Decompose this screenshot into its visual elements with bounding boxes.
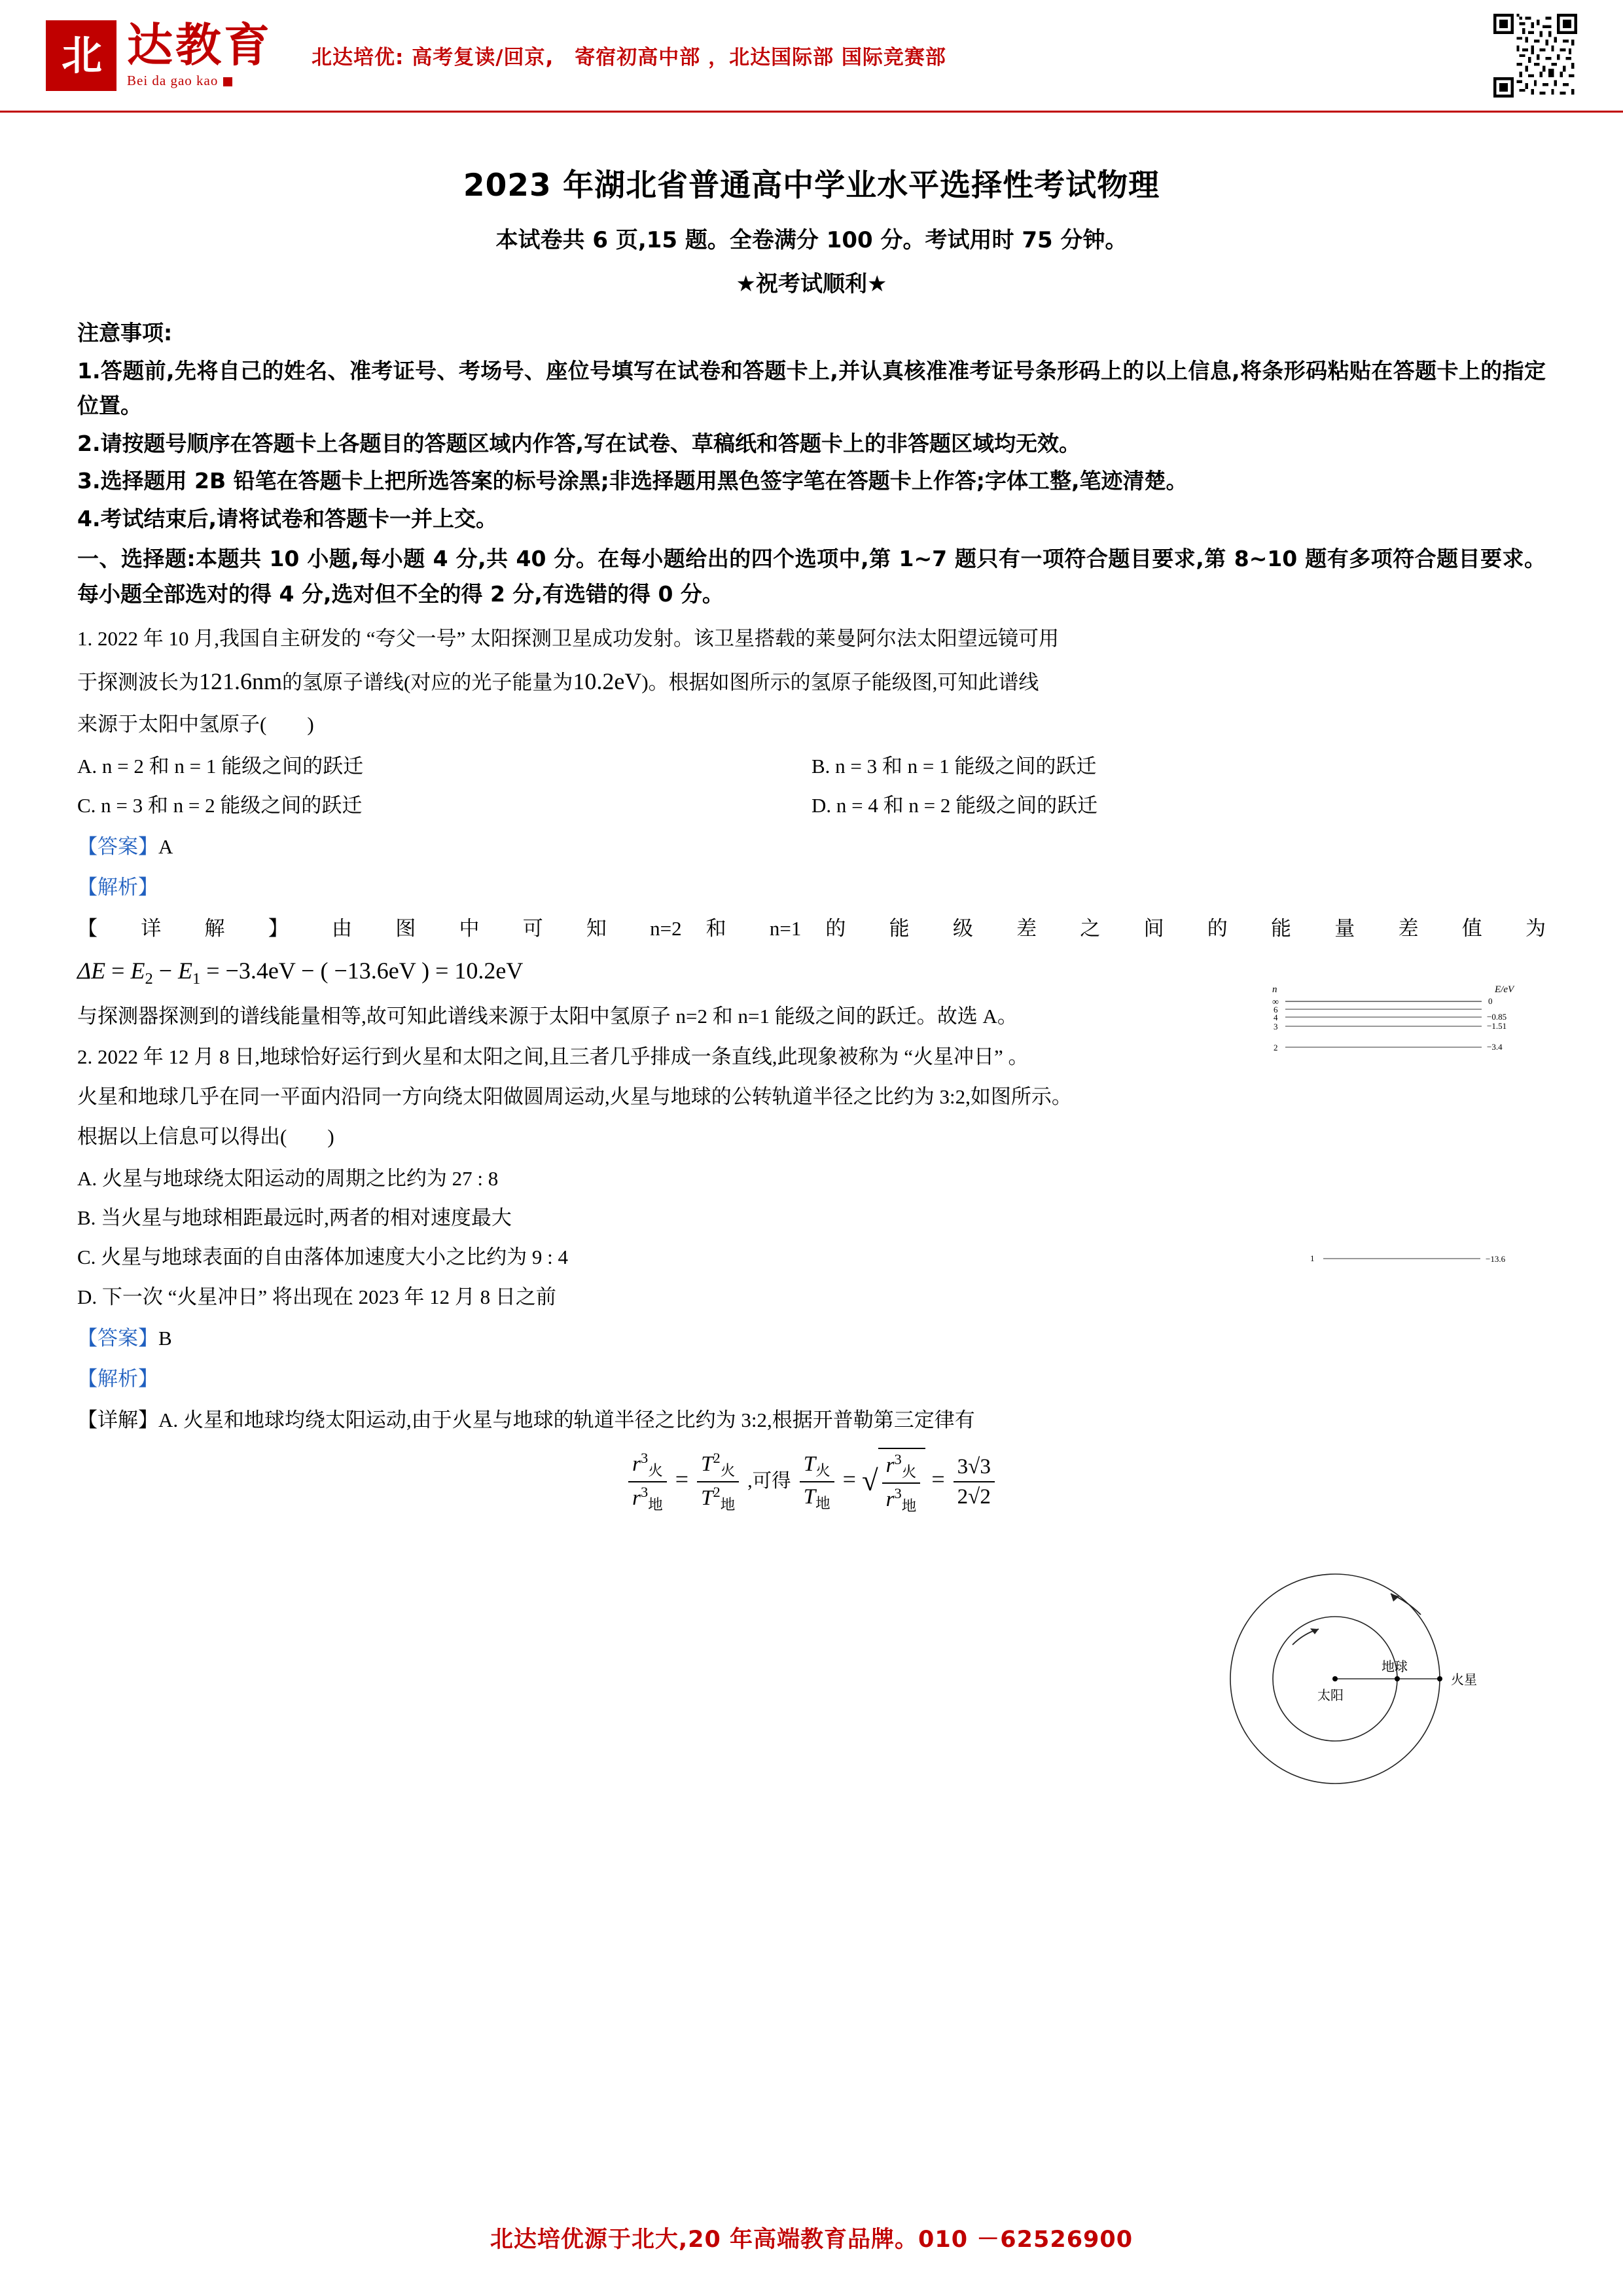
svg-text:∞: ∞ — [1272, 997, 1279, 1007]
option-a[interactable]: A. 火星与地球绕太阳运动的周期之比约为 27 : 8 — [77, 1166, 499, 1190]
logo-square-icon — [223, 77, 232, 86]
question-1-analysis-label: 【解析】 — [77, 875, 158, 899]
question-2-analysis-label: 【解析】 — [77, 1367, 158, 1390]
question-2-stem-line3: 根据以上信息可以得出( ) — [77, 1125, 334, 1149]
answer-label: 【答案】 — [77, 835, 158, 859]
question-1-formula: $\Delta E = E_2 - E_1 = -3.4eV$ − ( −13.6eV ) = 10.2eV — [77, 957, 524, 988]
svg-text:−0.85: −0.85 — [1487, 1012, 1507, 1022]
logo-name-en — [127, 73, 272, 89]
svg-text:太阳: 太阳 — [1317, 1687, 1344, 1703]
svg-text:2: 2 — [1274, 1043, 1278, 1052]
notice-item: 3.选择题用 2B 铅笔在答题卡上把所选答案的标号涂黑;非选择题用黑色签字笔在答题卡上作答;字体工整,笔迹清楚。 — [77, 468, 1188, 494]
q1-stem-post: )。根据如图所示的氢原子能级图,可知此谱线 — [641, 671, 1039, 694]
document-body — [0, 113, 1623, 1516]
exam-wish: ★祝考试顺利★ — [736, 271, 887, 297]
q1-photon-energy-value: 10.2eV — [573, 668, 642, 695]
logo-name-cn: 达教育 — [127, 18, 272, 73]
svg-text:0: 0 — [1488, 996, 1493, 1006]
detail-label: 【详解】 — [77, 1408, 158, 1431]
question-1-stem-line3: 来源于太阳中氢原子( ) — [77, 713, 314, 736]
option-a[interactable]: A. n = 2 和 n = 1 能级之间的跃迁 — [77, 754, 364, 778]
question-2-answer — [77, 1319, 1546, 1357]
header-tagline: 北达培优: 高考复读/回京, 寄宿初高中部 ，北达国际部 国际竞赛部 — [312, 46, 946, 69]
option-d[interactable]: D. n = 4 和 n = 2 能级之间的跃迁 — [812, 794, 1098, 817]
formula-t-simple: $\frac{T_火}{T_地}$ — [800, 1450, 834, 1513]
svg-text:4: 4 — [1274, 1013, 1278, 1022]
option-c[interactable]: C. n = 3 和 n = 2 能级之间的跃迁 — [77, 794, 363, 817]
section-heading-choice: 一、选择题:本题共 10 小题,每小题 4 分,共 40 分。在每小题给出的四个选项中,第 1~7 题只有一项符合题目要求,第 8~10 题有多项符合题目要求。每小题全部选对的得 4 分,选对但不全的得 2 分,有选错的得 0 分。 — [77, 546, 1546, 607]
answer-value: A — [158, 835, 173, 859]
question-1-options — [77, 747, 1546, 826]
svg-text:−13.6: −13.6 — [1486, 1254, 1506, 1264]
formula-result: $\frac{3√3}{2√2}$ — [954, 1453, 995, 1511]
detail-label: 【 详 解 】 — [77, 917, 308, 941]
option-b[interactable]: B. 当火星与地球相距最远时,两者的相对速度最大 — [77, 1206, 512, 1229]
formula-r-ratio: $\frac{r^3_火}{r^3_地}$ — [628, 1449, 667, 1515]
q1-stem-mid: 的氢原子谱线(对应的光子能量为 — [282, 671, 573, 694]
detail-text: A. 火星和地球均绕太阳运动,由于火星与地球的轨道半径之比约为 3:2,根据开普勒第三定律有 — [158, 1408, 975, 1431]
svg-text:火星: 火星 — [1451, 1672, 1477, 1687]
question-2-stem-line2: 火星和地球几乎在同一平面内沿同一方向绕太阳做圆周运动,火星与地球的公转轨道半径之比约为 3:2,如图所示。 — [77, 1085, 1072, 1109]
notice-item: 2.请按题号顺序在答题卡上各题目的答题区域内作答,写在试卷、草稿纸和答题卡上的非答题区域均无效。 — [77, 430, 1081, 456]
hydrogen-ground-level-stub — [1309, 1247, 1525, 1273]
svg-text:n: n — [1272, 984, 1277, 995]
page-header — [0, 0, 1623, 113]
logo-en-text: Bei da gao kao — [127, 72, 219, 88]
svg-text:−3.4: −3.4 — [1487, 1042, 1503, 1052]
qr-code-icon — [1493, 14, 1577, 98]
brand-logo — [46, 20, 272, 91]
svg-text:1: 1 — [1310, 1253, 1315, 1263]
svg-text:E/eV: E/eV — [1495, 984, 1514, 995]
option-d[interactable]: D. 下一次 “火星冲日” 将出现在 2023 年 12 月 8 日之前 — [77, 1285, 556, 1308]
mars-earth-orbit-diagram — [1194, 1561, 1502, 1797]
question-2-options — [77, 1159, 1546, 1318]
hydrogen-energy-level-diagram — [1266, 982, 1541, 1106]
svg-text:地球: 地球 — [1382, 1659, 1408, 1674]
page-title: 2023 年湖北省普通高中学业水平选择性考试物理 — [463, 168, 1160, 204]
answer-label: 【答案】 — [77, 1327, 158, 1350]
question-1-stem-line2 — [77, 660, 1546, 702]
question-1-detail — [77, 910, 1546, 947]
formula-sqrt-frac: $\frac{r^3_火}{r^3_地}$ — [882, 1450, 921, 1516]
detail-text: 由 图 中 可 知 n=2 和 n=1 的 能 级 差 之 间 的 能 量 差 值 为 — [331, 917, 1546, 941]
page-footer: 北达培优源于北大,20 年高端教育品牌。010 －62526900 — [490, 2227, 1133, 2253]
question-1-stem-line1: 1. 2022 年 10 月,我国自主研发的 “夸父一号” 太阳探测卫星成功发射。该卫星搭载的莱曼阿尔法太阳望远镜可用 — [77, 627, 1060, 651]
question-2-detail — [77, 1401, 1546, 1439]
question-1-answer — [77, 828, 1546, 865]
notice-heading: 注意事项: — [77, 320, 173, 346]
q1-stem-pre: 于探测波长为 — [77, 671, 199, 694]
svg-text:−1.51: −1.51 — [1487, 1021, 1507, 1031]
question-2-stem-line1: 2. 2022 年 12 月 8 日,地球恰好运行到火星和太阳之间,且三者几乎排成一条直线,此现象被称为 “火星冲日” 。 — [77, 1045, 1029, 1069]
notice-item: 1.答题前,先将自己的姓名、准考证号、考场号、座位号填写在试卷和答题卡上,并认真核准准考证号条形码上的以上信息,将条形码粘贴在答题卡上的指定位置。 — [77, 358, 1546, 419]
logo-text — [127, 18, 272, 89]
exam-subtitle: 本试卷共 6 页,15 题。全卷满分 100 分。考试用时 75 分钟。 — [495, 227, 1128, 253]
notice-item: 4.考试结束后,请将试卷和答题卡一并上交。 — [77, 505, 498, 531]
formula-connector: ,可得 — [747, 1471, 791, 1492]
option-c[interactable]: C. 火星与地球表面的自由落体加速度大小之比约为 9 : 4 — [77, 1246, 569, 1269]
formula-sqrt: √ $\frac{r^3_火}{r^3_地}$ — [862, 1448, 925, 1516]
logo-badge-icon: 北 — [46, 20, 116, 91]
option-b[interactable]: B. n = 3 和 n = 1 能级之间的跃迁 — [812, 754, 1097, 778]
svg-text:3: 3 — [1274, 1022, 1278, 1031]
formula-t-ratio: $\frac{T^2_火}{T^2_地}$ — [697, 1449, 739, 1515]
q1-wavelength-value: 121.6nm — [199, 668, 283, 695]
answer-value: B — [158, 1327, 172, 1350]
question-1-conclusion: 与探测器探测到的谱线能量相等,故可知此谱线来源于太阳中氢原子 n=2 和 n=1 能级之间的跃迁。故选 A。 — [77, 1004, 1018, 1028]
question-2-formula: $\frac{r^3_火}{r^3_地}$ = $\frac{T^2_火}{T^2_地}$ ,可得 $\frac{T_火}{T_地}$ = √ $\frac{r^3_火}{r^3_地}$ = $\frac{3√3}{2√2}$ — [77, 1448, 1546, 1516]
svg-text:6: 6 — [1274, 1005, 1278, 1014]
